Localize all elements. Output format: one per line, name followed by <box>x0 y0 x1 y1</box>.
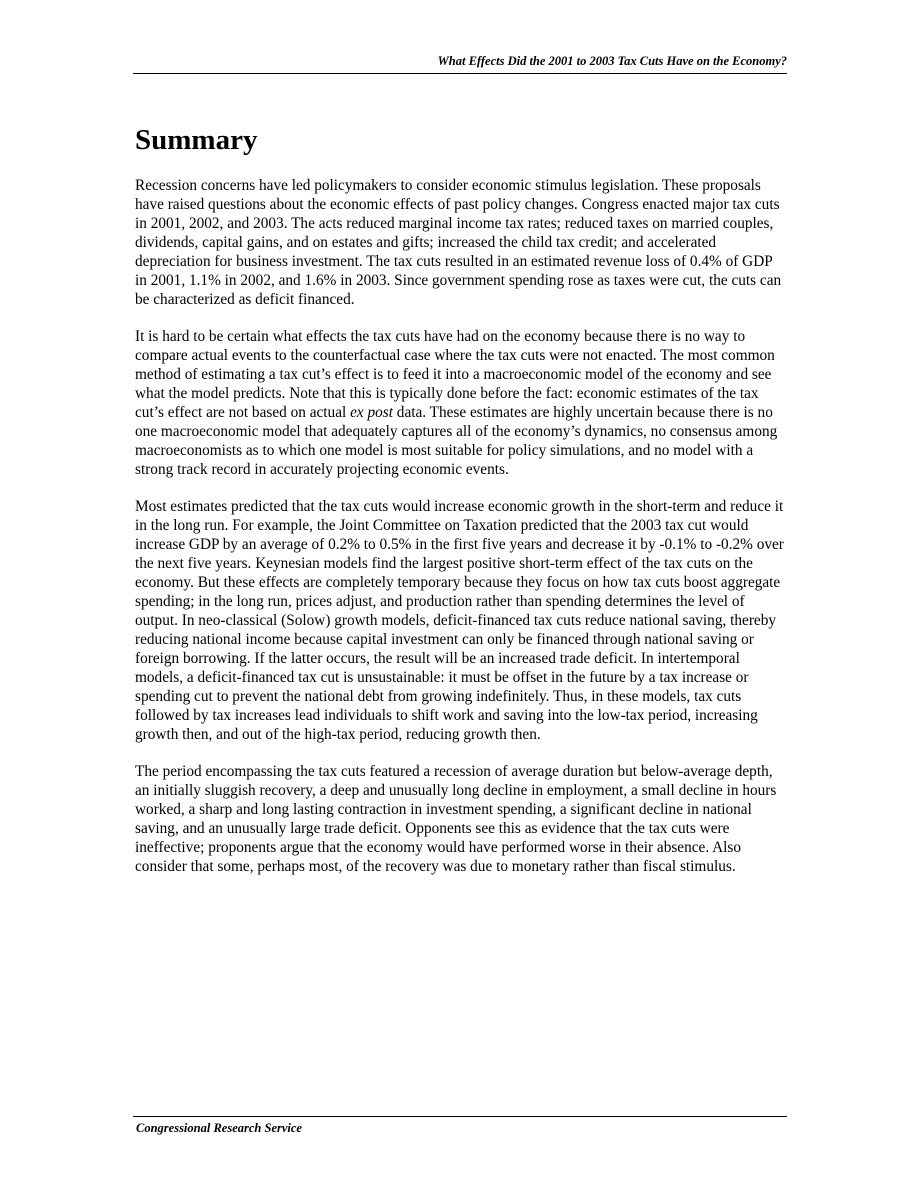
footer-organization: Congressional Research Service <box>136 1121 302 1135</box>
running-header <box>133 53 787 74</box>
running-header-title: What Effects Did the 2001 to 2003 Tax Cuts Have on the Economy? <box>437 54 787 68</box>
paragraph-4: The period encompassing the tax cuts featured a recession of average duration but below-average depth, an initially sluggish recovery, a deep and unusually long decline in employment, a small decline in hours worked, a sharp and long lasting contraction in investment spending, a significant decline in national saving, and an unusually large trade deficit. Opponents see this as evidence that the tax cuts were ineffective; proponents argue that the economy would have performed worse in their absence. Also consider that some, perhaps most, of the recovery was due to monetary rather than fiscal stimulus. <box>135 763 777 875</box>
paragraph-1: Recession concerns have led policymakers to consider economic stimulus legislation. These proposals have raised questions about the economic effects of past policy changes. Congress enacted major tax cuts in 2001, 2002, and 2003. The acts reduced marginal income tax rates; reduced taxes on married couples, dividends, capital gains, and on estates and gifts; increased the child tax credit; and accelerated depreciation for business investment. The tax cuts resulted in an estimated revenue loss of 0.4% of GDP in 2001, 1.1% in 2002, and 1.6% in 2003. Since government spending rose as taxes were cut, the cuts can be characterized as deficit financed. <box>135 177 782 308</box>
footer-rule <box>133 1116 787 1117</box>
summary-body <box>135 176 787 894</box>
page-title: Summary <box>135 124 258 156</box>
paragraph-2-text-a: It is hard to be certain what effects the tax cuts have had on the economy because there is no way to compare actual events to the counterfactual case where the tax cuts were not enacted. The most common method of estimating a tax cut’s effect is to feed it into a macroeconomic model of the economy and see what the model predicts. Note that this is typically done before the fact: economic estimates of the tax cut’s effect are not based on actual <box>135 328 775 421</box>
paragraph-2 <box>135 327 787 479</box>
paragraph-2-emphasis: ex post <box>350 404 393 421</box>
paragraph-2-text-b: data. These estimates are highly uncertain because there is no one macroeconomic model that adequately captures all of the economy’s dynamics, no consensus among macroeconomists as to which one model is most suitable for policy simulations, and no model with a strong track record in accurately projecting economic events. <box>135 404 778 478</box>
paragraph-3: Most estimates predicted that the tax cuts would increase economic growth in the short-term and reduce it in the long run. For example, the Joint Committee on Taxation predicted that the 2003 tax cut would increase GDP by an average of 0.2% to 0.5% in the first five years and decrease it by -0.1% to -0.2% over the next five years. Keynesian models find the largest positive short-term effect of the tax cuts on the economy. But these effects are completely temporary because they focus on how tax cuts boost aggregate spending; in the long run, prices adjust, and production rather than spending determines the level of output. In neo-classical (Solow) growth models, deficit-financed tax cuts reduce national saving, thereby reducing national income because capital investment can only be financed through national saving or foreign borrowing. If the latter occurs, the result will be an increased trade deficit. In intertemporal models, a deficit-financed tax cut is unsustainable: it must be offset in the future by a tax increase or spending cut to prevent the national debt from growing indefinitely. Thus, in these models, tax cuts followed by tax increases lead individuals to shift work and saving into the low-tax period, increasing growth then, and out of the high-tax period, reducing growth then. <box>135 498 784 743</box>
